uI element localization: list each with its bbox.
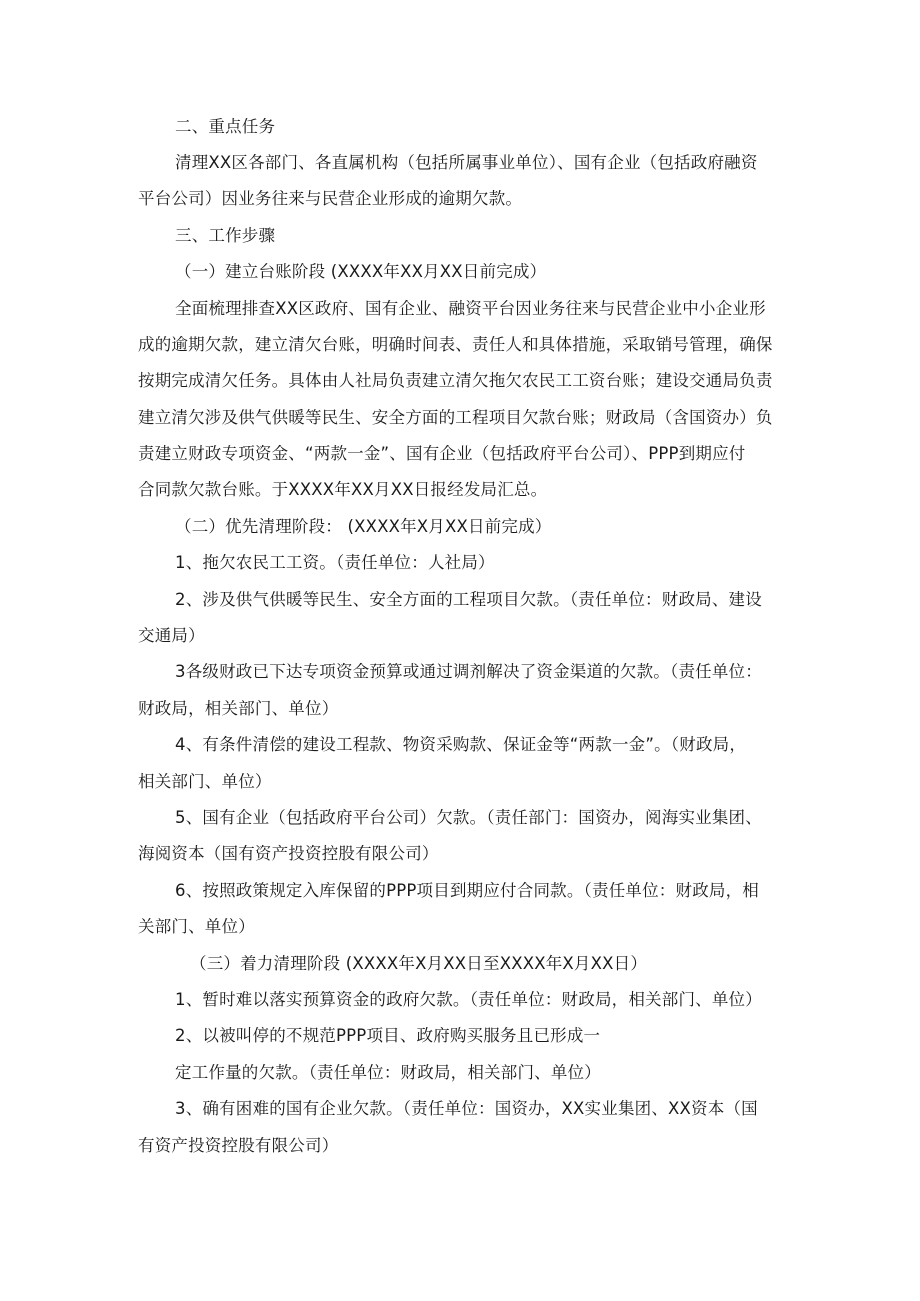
list-item: 1、暂时难以落实预算资金的政府欠款。（责任单位：财政局，相关部门、单位）: [175, 990, 762, 1009]
paragraph-line: 全面梳理排查XX区政府、国有企业、融资平台因业务往来与民营企业中小企业形: [175, 299, 766, 318]
list-item: 3、确有困难的国有企业欠款。（责任单位：国资办，XX实业集团、XX资本（国: [175, 1099, 758, 1118]
list-item: 4、有条件清偿的建设工程款、物资采购款、保证金等“两款一金”。（财政局，: [175, 735, 747, 754]
paragraph-line: 建立清欠涉及供气供暖等民生、安全方面的工程项目欠款台账；财政局（含国资办）负: [138, 408, 773, 427]
list-item: 1、拖欠农民工工资。（责任单位：人社局）: [175, 553, 495, 572]
list-item-continuation: 财政局，相关部门、单位）: [138, 699, 339, 718]
list-item-continuation: 相关部门、单位）: [138, 772, 272, 791]
list-item-continuation: 交通局）: [138, 626, 205, 645]
paragraph-line: 平台公司）因业务往来与民营企业形成的逾期欠款。: [138, 189, 523, 208]
heading-work-steps: 三、工作步骤: [175, 226, 276, 245]
list-item: 6、按照政策规定入库保留的PPP项目到期应付合同款。（责任单位：财政局，相: [175, 881, 759, 900]
paragraph-line: 按期完成清欠任务。具体由人社局负责建立清欠拖欠农民工工资台账；建设交通局负责: [138, 371, 773, 390]
subheading-stage-3: （三）着力清理阶段 (XXXX年X月XX日至XXXX年X月XX日）: [190, 954, 648, 973]
list-item-continuation: 海阅资本（国有资产投资控股有限公司）: [138, 844, 439, 863]
paragraph-line: 合同款欠款台账。于XXXX年XX月XX日报经发局汇总。: [138, 480, 548, 499]
paragraph-line: 清理XX区各部门、各直属机构（包括所属事业单位）、国有企业（包括政府融资: [175, 153, 758, 172]
subheading-stage-1: （一）建立台账阶段 (XXXX年XX月XX日前完成）: [175, 262, 547, 281]
list-item-continuation: 关部门、单位）: [138, 917, 255, 936]
list-item: 2、以被叫停的不规范PPP项目、政府购买服务且已形成一: [175, 1026, 601, 1045]
list-item-continuation: 定工作量的欠款。（责任单位：财政局，相关部门、单位）: [175, 1063, 601, 1082]
list-item: 3各级财政已下达专项资金预算或通过调剂解决了资金渠道的欠款。（责任单位：: [175, 662, 762, 681]
list-item: 5、国有企业（包括政府平台公司）欠款。（责任部门：国资办，阅海实业集团、: [175, 808, 762, 827]
subheading-stage-2: （二）优先清理阶段： (XXXX年X月XX日前完成）: [175, 517, 552, 536]
list-item-continuation: 有资产投资控股有限公司）: [138, 1136, 339, 1155]
list-item: 2、涉及供气供暖等民生、安全方面的工程项目欠款。（责任单位：财政局、建设: [175, 590, 762, 609]
heading-key-tasks: 二、重点任务: [175, 117, 276, 136]
paragraph-line: 成的逾期欠款，建立清欠台账，明确时间表、责任人和具体措施，采取销号管理，确保: [138, 335, 773, 354]
paragraph-line: 责建立财政专项资金、“两款一金”、国有企业（包括政府平台公司）、PPP到期应付: [138, 444, 746, 463]
